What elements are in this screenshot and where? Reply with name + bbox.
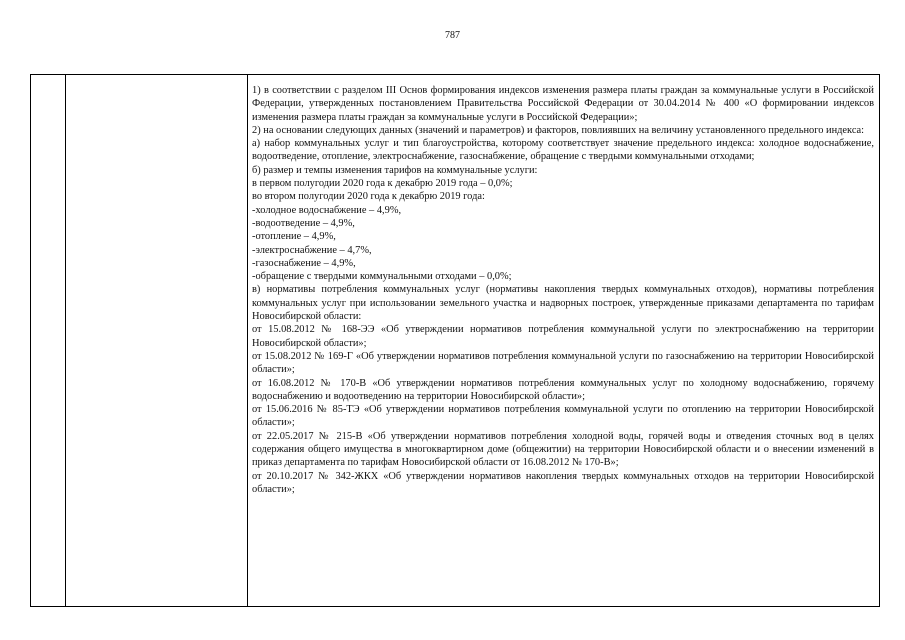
paragraph-7: -холодное водоснабжение – 4,9%,: [252, 204, 402, 216]
paragraph-6: во втором полугодии 2020 года к декабрю 2019 года:: [252, 191, 485, 203]
paragraph-9: -отопление – 4,9%,: [252, 231, 336, 243]
paragraph-2: 2) на основании следующих данных (значений и параметров) и факторов, повлиявших на величину установленного предельного индекса:: [252, 124, 865, 136]
paragraph-18: от 22.05.2017 № 215-В «Об утверждении нормативов потребления холодной воды, горячей воды и отведения сточных вод в целях содержания общего имущества в многоквартирном доме (общежитии) на территории Новосибирской области и о внесении изменений в приказ департамента по тарифам Новосибирской области от 16.08.2012 № 170-В»;: [252, 430, 874, 469]
paragraph-19: от 20.10.2017 № 342-ЖКХ «Об утверждении нормативов накопления твердых коммунальных отходов на территории Новосибирской области»;: [252, 470, 874, 495]
paragraph-11: -газоснабжение – 4,9%,: [252, 257, 356, 269]
paragraph-5: в первом полугодии 2020 года к декабрю 2019 года – 0,0%;: [252, 178, 513, 190]
paragraph-10: -электроснабжение – 4,7%,: [252, 244, 372, 256]
paragraph-15: от 15.08.2012 № 169-Г «Об утверждении нормативов потребления коммунальной услуги по газоснабжению на территории Новосибирской области»;: [252, 350, 874, 376]
paragraph-1: 1) в соответствии с разделом III Основ формирования индексов изменения размера платы граждан за коммунальные услуги в Российской Федерации, утвержденных постановлением Правительства Российской Федерации от 30.04.2014 № 400 «О формировании индексов изменения размера платы граждан за коммунальные услуги в Российской Федерации»;: [252, 85, 874, 123]
paragraph-13: в) нормативы потребления коммунальных услуг (нормативы накопления твердых коммунальных отходов), нормативы потребления коммунальных услуг при использовании земельного участка и надворных построек, утвержденные приказами департамента по тарифам Новосибирской области:: [252, 284, 874, 323]
text-cell: [252, 84, 874, 496]
column-divider-2: [247, 75, 248, 606]
page-number: 787: [445, 30, 460, 41]
document-table: [30, 74, 880, 607]
column-divider-1: [65, 75, 66, 606]
paragraph-17: от 15.06.2016 № 85-ТЭ «Об утверждении нормативов потребления коммунальной услуги по отоплению на территории Новосибирской области»;: [252, 404, 874, 429]
paragraph-3: а) набор коммунальных услуг и тип благоустройства, которому соответствует значение предельного индекса: холодное водоснабжение, водоотведение, отопление, электроснабжение, газоснабжение, обращение с твердыми коммунальными отходами;: [252, 138, 874, 163]
paragraph-16: от 16.08.2012 № 170-В «Об утверждении нормативов потребления коммунальных услуг по холодному водоснабжению, горячему водоснабжению и водоотведению на территории Новосибирской области»;: [252, 377, 874, 402]
paragraph-8: -водоотведение – 4,9%,: [252, 217, 355, 229]
paragraph-4: б) размер и темпы изменения тарифов на коммунальные услуги:: [252, 164, 538, 176]
paragraph-12: -обращение с твердыми коммунальными отходами – 0,0%;: [252, 271, 512, 283]
paragraph-14: от 15.08.2012 № 168-ЭЭ «Об утверждении нормативов потребления коммунальной услуги по электроснабжению на территории Новосибирской области»;: [252, 324, 874, 349]
